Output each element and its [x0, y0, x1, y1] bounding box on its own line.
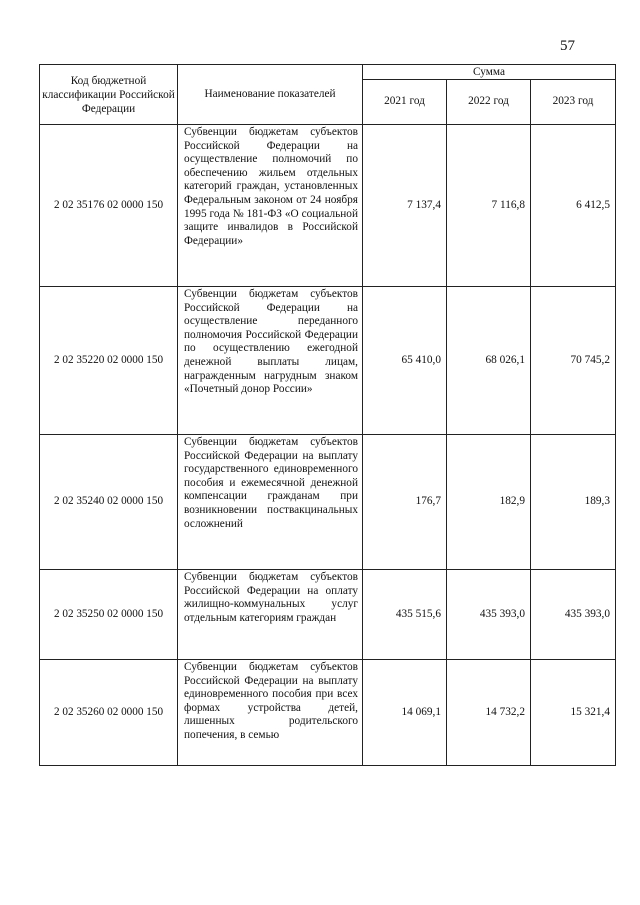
table-row: [40, 660, 616, 766]
header-sum: Сумма: [363, 65, 616, 80]
row-value-2023: 435 393,0: [531, 570, 616, 660]
table-row: [40, 125, 616, 287]
table-row: [40, 435, 616, 570]
header-year-2022: 2022 год: [447, 80, 531, 125]
row-name: Субвенции бюджетам субъектов Российской Федерации на выплату государственного единовременного пособия и ежемесячной денежной компенсации гражданам при возникновении поствакцинальных осложнений: [178, 435, 363, 570]
row-name: Субвенции бюджетам субъектов Российской Федерации на выплату единовременного пособия при всех формах устройства детей, лишенных родительского попечения, в семью: [178, 660, 363, 766]
row-name: Субвенции бюджетам субъектов Российской Федерации на осуществление полномочий по обеспечению жильем отдельных категорий граждан, установленных Федеральным законом от 24 ноября 1995 года № 181-ФЗ «О социальной защите инвалидов в Российской Федерации»: [178, 125, 363, 287]
row-code: 2 02 35176 02 0000 150: [40, 125, 178, 287]
page-number: 57: [560, 38, 575, 54]
header-code: Код бюджетной классификации Российской Федерации: [40, 65, 178, 125]
header-name: Наименование показателей: [178, 65, 363, 125]
row-name: Субвенции бюджетам субъектов Российской Федерации на оплату жилищно-коммунальных услуг отдельным категориям граждан: [178, 570, 363, 660]
table-row: [40, 287, 616, 435]
row-value-2021: 7 137,4: [363, 125, 447, 287]
row-code: 2 02 35260 02 0000 150: [40, 660, 178, 766]
row-code: 2 02 35250 02 0000 150: [40, 570, 178, 660]
row-value-2022: 182,9: [447, 435, 531, 570]
row-code: 2 02 35240 02 0000 150: [40, 435, 178, 570]
row-value-2023: 6 412,5: [531, 125, 616, 287]
row-value-2021: 435 515,6: [363, 570, 447, 660]
row-code: 2 02 35220 02 0000 150: [40, 287, 178, 435]
row-value-2022: 7 116,8: [447, 125, 531, 287]
header-year-2021: 2021 год: [363, 80, 447, 125]
row-value-2022: 14 732,2: [447, 660, 531, 766]
row-value-2023: 70 745,2: [531, 287, 616, 435]
row-value-2022: 435 393,0: [447, 570, 531, 660]
budget-table: [39, 64, 616, 766]
table-row: [40, 570, 616, 660]
header-year-2023: 2023 год: [531, 80, 616, 125]
row-value-2021: 176,7: [363, 435, 447, 570]
row-value-2023: 189,3: [531, 435, 616, 570]
row-value-2022: 68 026,1: [447, 287, 531, 435]
row-value-2021: 65 410,0: [363, 287, 447, 435]
row-name: Субвенции бюджетам субъектов Российской Федерации на осуществление переданного полномочия Российской Федерации по осуществлению ежегодной денежной выплаты лицам, награжденным нагрудным знаком «Почетный донор России»: [178, 287, 363, 435]
row-value-2023: 15 321,4: [531, 660, 616, 766]
row-value-2021: 14 069,1: [363, 660, 447, 766]
